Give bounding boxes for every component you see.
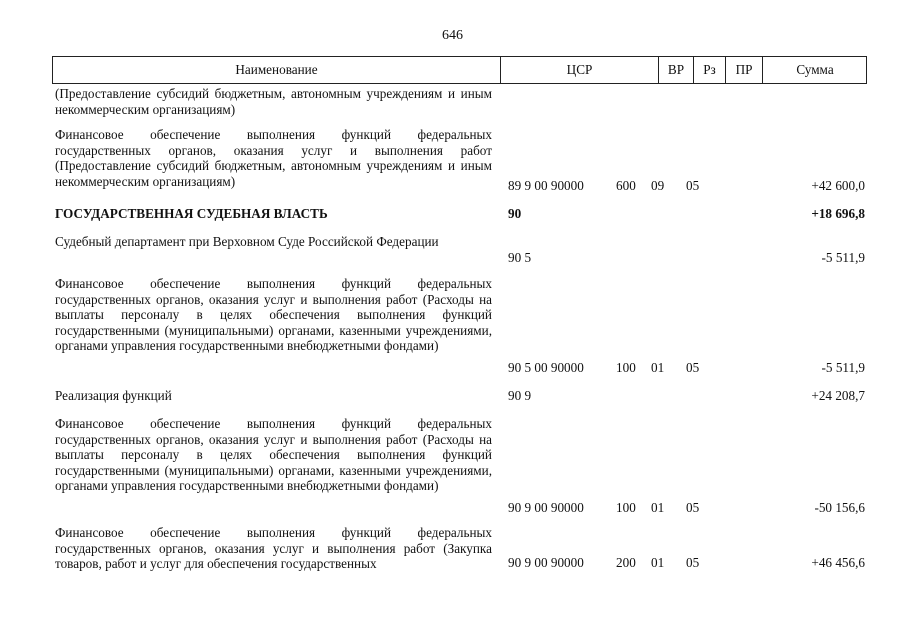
row-name: ГОСУДАРСТВЕННАЯ СУДЕБНАЯ ВЛАСТЬ xyxy=(55,206,328,221)
row-rz: 09 xyxy=(651,178,665,193)
row-sum: -5 511,9 xyxy=(821,250,865,265)
row-pr: 05 xyxy=(686,178,700,193)
row-name: Реализация функций xyxy=(55,388,172,403)
row-sum: -50 156,6 xyxy=(814,500,865,515)
row-csr: 90 9 00 90000 xyxy=(508,500,584,515)
row-pr: 05 xyxy=(686,555,700,570)
row-csr: 90 xyxy=(508,206,522,221)
column-header-vr: ВР xyxy=(658,57,693,83)
row-csr: 90 9 xyxy=(508,388,532,403)
row-name: Судебный департамент при Верховном Суде Российской Федерации xyxy=(55,234,439,249)
row-name: Финансовое обеспечение выполнения функций федеральных государственных органов, оказания услуг и выполнения работ (Расходы на выплаты персоналу в целях обеспечения выполнения функций государственными (муниципальными) органами, казенными учреждениями, органами управления государственными внебюджетными фондами) xyxy=(55,416,492,493)
row-rz: 01 xyxy=(651,555,665,570)
row-csr: 90 9 00 90000 xyxy=(508,555,584,570)
column-header-name: Наименование xyxy=(235,62,318,77)
row-sum: +42 600,0 xyxy=(811,178,865,193)
row-name: Финансовое обеспечение выполнения функций федеральных государственных органов, оказания услуг и выполнения работ (Закупка товаров, работ и услуг для обеспечения государственных xyxy=(55,525,492,571)
row-name: (Предоставление субсидий бюджетным, автономным учреждениям и иным некоммерческим организациям) xyxy=(55,86,492,117)
row-pr: 05 xyxy=(686,360,700,375)
row-name: Финансовое обеспечение выполнения функций федеральных государственных органов, оказания услуг и выполнения работ (Предоставление субсидий бюджетным, автономным учреждениям и иным некоммерческим организациям) xyxy=(55,127,492,189)
row-sum: -5 511,9 xyxy=(821,360,865,375)
page-number: 646 xyxy=(442,28,463,43)
row-rz: 01 xyxy=(651,500,665,515)
row-csr: 90 5 00 90000 xyxy=(508,360,584,375)
row-sum: +18 696,8 xyxy=(811,206,865,221)
row-vr: 100 xyxy=(616,500,636,515)
column-header-rz: Рз xyxy=(693,57,725,83)
row-vr: 200 xyxy=(616,555,636,570)
row-vr: 600 xyxy=(616,178,636,193)
row-csr: 90 5 xyxy=(508,250,532,265)
row-name: Финансовое обеспечение выполнения функций федеральных государственных органов, оказания услуг и выполнения работ (Расходы на выплаты персоналу в целях обеспечения выполнения функций государственными (муниципальными) органами, казенными учреждениями, органами управления государственными внебюджетными фондами) xyxy=(55,276,492,353)
row-sum: +46 456,6 xyxy=(811,555,865,570)
table-header xyxy=(52,56,867,84)
column-header-csr: ЦСР xyxy=(500,57,658,83)
row-sum: +24 208,7 xyxy=(811,388,865,403)
column-header-sum: Сумма xyxy=(762,57,867,83)
column-header-pr: ПР xyxy=(725,57,762,83)
row-rz: 01 xyxy=(651,360,665,375)
row-pr: 05 xyxy=(686,500,700,515)
row-vr: 100 xyxy=(616,360,636,375)
row-csr: 89 9 00 90000 xyxy=(508,178,584,193)
